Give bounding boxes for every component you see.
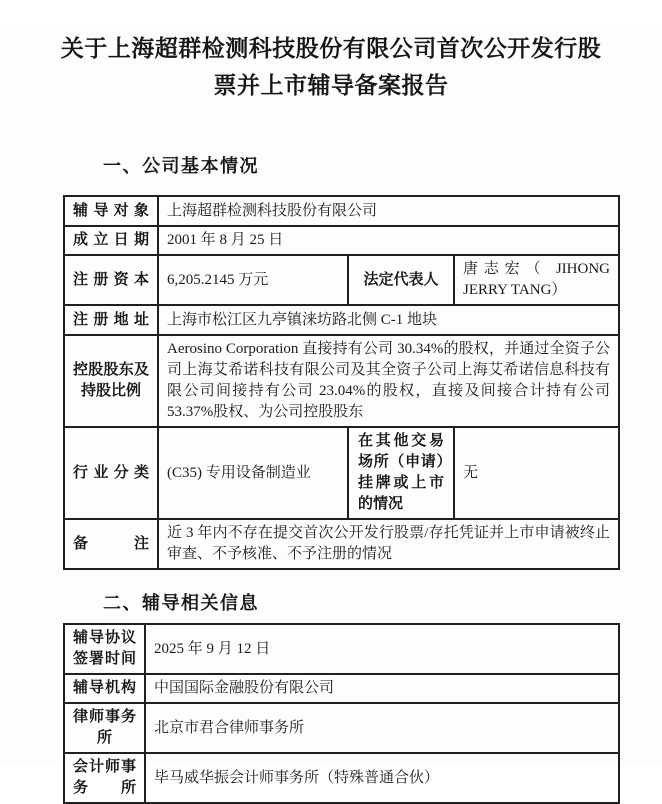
industry-label: 行业分类 bbox=[64, 427, 158, 519]
table-row bbox=[64, 624, 619, 674]
agreement-date-value: 2025 年 9 月 12 日 bbox=[145, 624, 619, 674]
legal-representative-value: 唐志宏（ JIHONG JERRY TANG） bbox=[454, 255, 619, 305]
table-row bbox=[64, 674, 619, 703]
table-row bbox=[64, 255, 619, 305]
section-heading-basic-info: 一、公司基本情况 bbox=[103, 156, 259, 176]
document-title bbox=[36, 30, 626, 104]
controlling-shareholder-label: 控股股东及持股比例 bbox=[64, 335, 158, 427]
establish-date-value: 2001 年 8 月 25 日 bbox=[158, 226, 619, 255]
agreement-date-label: 辅导协议签署时间 bbox=[64, 624, 145, 674]
law-firm-label: 律师事务所 bbox=[64, 703, 145, 753]
scanned-document-page bbox=[0, 30, 662, 796]
counsel-institution-value: 中国国际金融股份有限公司 bbox=[145, 674, 619, 703]
document-title-line1: 关于上海超群检测科技股份有限公司首次公开发行股 bbox=[60, 35, 602, 61]
other-listing-value: 无 bbox=[454, 427, 619, 519]
remark-value: 近 3 年内不存在提交首次公开发行股票/存托凭证并上市申请被终止审查、不予核准、不予注册的情况 bbox=[158, 519, 619, 569]
table-row bbox=[64, 305, 619, 335]
table-row bbox=[64, 519, 619, 569]
accounting-firm-value: 毕马威华振会计师事务所（特殊普通合伙） bbox=[145, 753, 619, 803]
counsel-target-label: 辅导对象 bbox=[64, 196, 158, 226]
accounting-firm-label: 会计师事务所 bbox=[64, 753, 145, 803]
table-row bbox=[64, 226, 619, 255]
registered-capital-value: 6,205.2145 万元 bbox=[158, 255, 348, 305]
industry-value: (C35) 专用设备制造业 bbox=[158, 427, 348, 519]
counsel-institution-label: 辅导机构 bbox=[64, 674, 145, 703]
legal-representative-label: 法定代表人 bbox=[348, 255, 454, 305]
remark-label: 备注 bbox=[64, 519, 158, 569]
table-row bbox=[64, 753, 619, 803]
registered-address-label: 注册地址 bbox=[64, 305, 158, 335]
basic-info-table bbox=[63, 195, 620, 570]
other-listing-label: 在其他交易场所（申请）挂牌或上市的情况 bbox=[348, 427, 454, 519]
registered-address-value: 上海市松江区九亭镇涞坊路北侧 C-1 地块 bbox=[158, 305, 619, 335]
counsel-target-value: 上海超群检测科技股份有限公司 bbox=[158, 196, 619, 226]
table-row bbox=[64, 335, 619, 427]
table-row bbox=[64, 427, 619, 519]
table-row bbox=[64, 196, 619, 226]
establish-date-label: 成立日期 bbox=[64, 226, 158, 255]
registered-capital-label: 注册资本 bbox=[64, 255, 158, 305]
law-firm-value: 北京市君合律师事务所 bbox=[145, 703, 619, 753]
table-row bbox=[64, 703, 619, 753]
counsel-info-table bbox=[63, 623, 620, 804]
section-heading-counsel-info: 二、辅导相关信息 bbox=[103, 593, 259, 613]
document-title-line2: 票并上市辅导备案报告 bbox=[213, 72, 449, 98]
controlling-shareholder-value: Aerosino Corporation 直接持有公司 30.34%的股权，并通过全资子公司上海艾希诺科技有限公司及其全资子公司上海艾希诺信息科技有限公司间接持有公司 23.04%的股权，直接及间接合计持有公司 53.37%股权、为公司控股股东 bbox=[158, 335, 619, 427]
